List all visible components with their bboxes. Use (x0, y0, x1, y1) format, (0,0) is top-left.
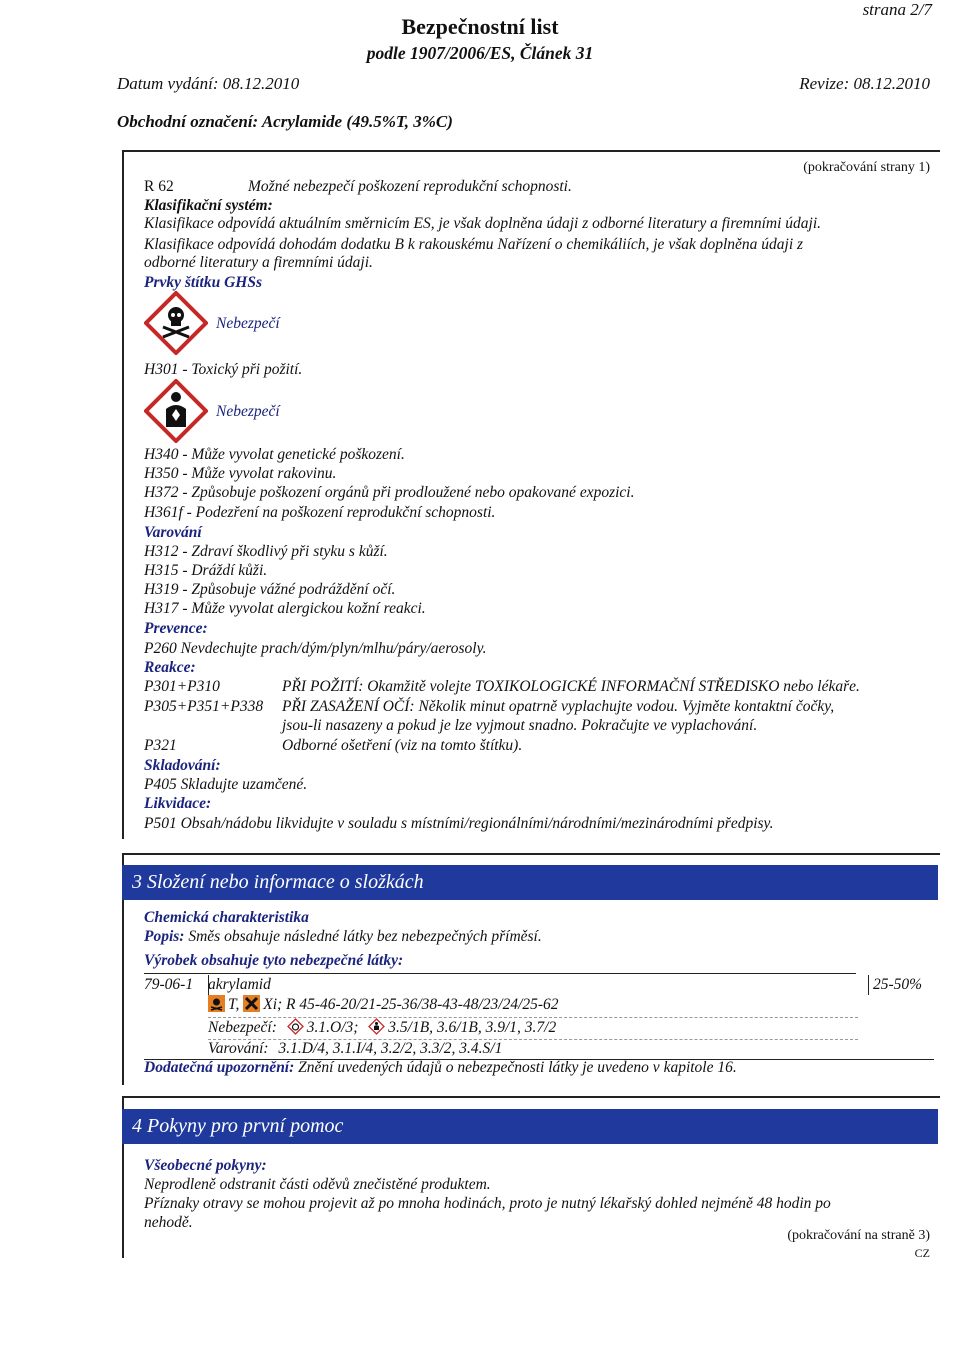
h350-statement: H350 - Může vyvolat rakovinu. (144, 465, 337, 482)
additional-notes-label: Dodatečná upozornění: (144, 1059, 295, 1076)
r62-code: R 62 (144, 178, 174, 195)
section-3-title-bar (122, 865, 938, 900)
h312-statement: H312 - Zdraví škodlivý při styku s kůží. (144, 543, 388, 560)
p305-text-1: PŘI ZASAŽENÍ OČÍ: Několik minut opatrně vyplachujte vodou. Vyjměte kontaktní čočky, (282, 698, 835, 715)
document-subtitle: podle 1907/2006/ES, Článek 31 (366, 43, 594, 63)
h301-statement: H301 - Toxický při požití. (144, 361, 303, 378)
section-3-title: 3 Složení nebo informace o složkách (132, 871, 424, 893)
irritant-x-small-icon (243, 995, 260, 1012)
p301-code: P301+P310 (144, 678, 220, 695)
first-aid-line-3: nehodě. (144, 1214, 193, 1231)
r-phrases-row (208, 995, 858, 1015)
ghs-label-heading: Prvky štítku GHSs (144, 274, 262, 291)
danger-label: Nebezpečí: (208, 1019, 277, 1036)
substance-percent: 25-50% (868, 975, 922, 995)
danger-classes-row (208, 1018, 858, 1038)
flame-circle-small-icon (287, 1018, 304, 1035)
warning-heading: Varování (144, 524, 202, 541)
h315-statement: H315 - Dráždí kůži. (144, 562, 268, 579)
revision-date: Revize: 08.12.2010 (799, 74, 930, 93)
p321-code: P321 (144, 737, 177, 754)
description-text: Směs obsahuje následné látky bez nebezpečných příměsí. (188, 928, 542, 945)
hazardous-substances-heading: Výrobek obsahuje tyto nebezpečné látky: (144, 951, 856, 974)
storage-heading: Skladování: (144, 757, 221, 774)
substance-name: akrylamid (208, 976, 271, 993)
document-title: Bezpečnostní list (401, 14, 559, 39)
p321-row (144, 736, 934, 756)
classification-line-2: Klasifikace odpovídá dohodám dodatku B k rakouskému Nařízení o chemikáliích, je však doplněna údaji z (144, 236, 804, 253)
chemical-characteristics-heading: Chemická charakteristika (144, 909, 309, 926)
signal-word-2: Nebezpečí (216, 403, 280, 420)
danger-value-1: 3.1.O/3; (306, 1019, 359, 1036)
section-4-title: 4 Pokyny pro první pomoc (132, 1115, 344, 1137)
description-row (144, 927, 934, 947)
first-aid-line-2: Příznaky otravy se mohou projevit až po mnoha hodinách, proto je nutný lékařský dohled nejméně 48 hodin po (144, 1195, 831, 1212)
cas-number: 79-06-1 (144, 976, 194, 993)
p301-row (144, 677, 934, 697)
h319-statement: H319 - Způsobuje vážné podráždění očí. (144, 581, 396, 598)
toxic-skull-small-icon (208, 995, 225, 1012)
warning-label: Varování: (208, 1040, 269, 1057)
p321-text: Odborné ošetření (viz na tomto štítku). (282, 737, 523, 754)
p305-row (144, 697, 934, 717)
p305-text-2: jsou-li nasazeny a pokud je lze vyjmout snadno. Pokračujte ve vyplachování. (282, 717, 758, 734)
reaction-heading: Reakce: (144, 659, 196, 676)
r62-text: Možné nebezpečí poškození reprodukční schopnosti. (248, 178, 572, 195)
p301-text: PŘI POŽITÍ: Okamžitě volejte TOXIKOLOGICKÉ INFORMAČNÍ STŘEDISKO nebo lékaře. (282, 678, 860, 695)
signal-word-1: Nebezpečí (216, 315, 280, 332)
additional-notes-row (144, 1058, 934, 1078)
h340-statement: H340 - Může vyvolat genetické poškození. (144, 446, 405, 463)
p501-statement: P501 Obsah/nádobu likvidujte v souladu s místními/regionálními/národními/mezinárodními předpisy. (144, 815, 774, 832)
health-hazard-small-icon (368, 1018, 385, 1035)
skull-crossbones-icon (144, 291, 208, 355)
continuation-note-top: (pokračování strany 1) (803, 160, 930, 175)
r-t-label: T, (228, 996, 240, 1013)
language-code: CZ (914, 1246, 930, 1260)
h372-statement: H372 - Způsobuje poškození orgánů při prodloužené nebo opakované expozici. (144, 484, 635, 501)
issue-date: Datum vydání: 08.12.2010 (117, 74, 300, 93)
r-phrases-text: Xi; R 45-46-20/21-25-36/38-43-48/23/24/25-62 (263, 996, 559, 1013)
continuation-note-bottom: (pokračování na straně 3) (787, 1228, 930, 1243)
additional-notes-text: Znění uvedených údajů o nebezpečnosti látky je uvedeno v kapitole 16. (298, 1059, 737, 1076)
h317-statement: H317 - Může vyvolat alergickou kožní reakci. (144, 600, 426, 617)
description-label: Popis: (144, 928, 185, 945)
substance-row (144, 975, 934, 995)
health-hazard-icon (144, 379, 208, 443)
p305-code: P305+P351+P338 (144, 698, 264, 715)
disposal-heading: Likvidace: (144, 795, 212, 812)
r62-row (144, 177, 934, 197)
first-aid-line-1: Neprodleně odstranit části oděvů znečistěné produktem. (144, 1176, 491, 1193)
page-number: strana 2/7 (862, 0, 932, 19)
p260-statement: P260 Nevdechujte prach/dým/plyn/mlhu/páry/aerosoly. (144, 640, 487, 657)
section-4-title-bar (122, 1109, 938, 1144)
classification-system-heading: Klasifikační systém: (144, 197, 273, 214)
classification-line-1: Klasifikace odpovídá aktuálním směrnicím ES, je však doplněna údaji z odborné literatury a firemními údaji. (144, 215, 822, 232)
warning-classes-row (208, 1039, 858, 1059)
h361f-statement: H361f - Podezření na poškození reprodukční schopnosti. (144, 504, 496, 521)
trade-name: Obchodní označení: Acrylamide (49.5%T, 3%C) (117, 112, 453, 131)
p305-row-2 (144, 716, 934, 736)
prevention-heading: Prevence: (144, 620, 208, 637)
danger-value-2: 3.5/1B, 3.6/1B, 3.9/1, 3.7/2 (388, 1019, 557, 1036)
p405-statement: P405 Skladujte uzamčené. (144, 776, 308, 793)
classification-line-3: odborné literatury a firemními údaji. (144, 254, 373, 271)
warning-value: 3.1.D/4, 3.1.I/4, 3.2/2, 3.3/2, 3.4.S/1 (278, 1040, 503, 1057)
general-instructions-heading: Všeobecné pokyny: (144, 1157, 267, 1174)
